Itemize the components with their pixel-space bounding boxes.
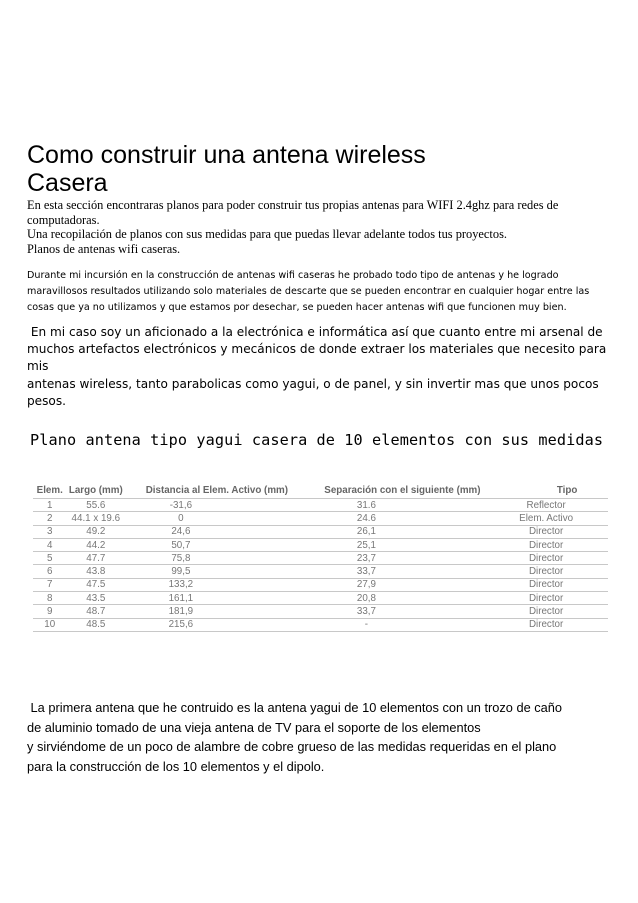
table-row bbox=[33, 499, 608, 512]
cell-separation: 26,1 bbox=[309, 525, 497, 538]
cell-distance: 181,9 bbox=[125, 605, 308, 618]
cell-length: 55.6 bbox=[66, 499, 125, 512]
antenna-spec-table bbox=[33, 484, 608, 632]
cell-distance: 24,6 bbox=[125, 525, 308, 538]
table-row bbox=[33, 592, 608, 605]
cell-distance: 133,2 bbox=[125, 578, 308, 591]
table-row bbox=[33, 525, 608, 538]
cell-separation: 33,7 bbox=[309, 605, 497, 618]
table-row bbox=[33, 552, 608, 565]
cell-type: Director bbox=[496, 538, 608, 551]
cell-length: 43.8 bbox=[66, 565, 125, 578]
paragraph-first-antenna-line-3: y sirviéndome de un poco de alambre de cobre grueso de las medidas requeridas en el plano bbox=[27, 739, 557, 755]
cell-length: 44.2 bbox=[66, 538, 125, 551]
cell-separation: 23,7 bbox=[309, 552, 497, 565]
intro-text bbox=[27, 198, 607, 256]
table-row bbox=[33, 618, 608, 631]
table-row bbox=[33, 538, 608, 551]
paragraph-hobbyist-line-1: En mi caso soy un aficionado a la electrónica e informática así que cuanto entre mi arsenal de bbox=[27, 325, 603, 339]
page-title-line-2: Casera bbox=[27, 169, 108, 197]
cell-length: 47.5 bbox=[66, 578, 125, 591]
paragraph-first-antenna-line-2: de aluminio tomado de una vieja antena de TV para el soporte de los elementos bbox=[27, 719, 481, 735]
page-title-line-1: Como construir una antena wireless bbox=[27, 141, 426, 169]
paragraph-first-antenna bbox=[27, 698, 612, 776]
cell-separation: 24.6 bbox=[309, 512, 497, 525]
table-body bbox=[33, 499, 608, 632]
table-row bbox=[33, 512, 608, 525]
cell-type: Director bbox=[496, 618, 608, 631]
cell-distance: 0 bbox=[125, 512, 308, 525]
paragraph-experience-line-1: Durante mi incursión en la construcción de antenas wifi caseras he probado todo tipo de antenas y he logrado bbox=[27, 270, 559, 281]
column-header-type: Tipo bbox=[556, 484, 578, 496]
column-header-elem: Elem. bbox=[36, 484, 63, 496]
cell-type: Director bbox=[496, 592, 608, 605]
cell-separation: 20,8 bbox=[309, 592, 497, 605]
page-title bbox=[27, 141, 617, 197]
cell-length: 44.1 x 19.6 bbox=[66, 512, 125, 525]
table-row bbox=[33, 578, 608, 591]
paragraph-experience bbox=[27, 268, 609, 316]
paragraph-hobbyist-line-4: pesos. bbox=[27, 393, 66, 408]
column-header-separation: Separación con el siguiente (mm) bbox=[324, 484, 481, 496]
cell-distance: 50,7 bbox=[125, 538, 308, 551]
cell-separation: 27,9 bbox=[309, 578, 497, 591]
spec-table bbox=[33, 484, 608, 632]
cell-type: Elem. Activo bbox=[496, 512, 608, 525]
cell-type: Director bbox=[496, 578, 608, 591]
intro-line-3: Una recopilación de planos con sus medidas para que puedas llevar adelante todos tus proyectos. bbox=[27, 227, 507, 242]
cell-length: 47.7 bbox=[66, 552, 125, 565]
cell-length: 43.5 bbox=[66, 592, 125, 605]
cell-elem: 1 bbox=[33, 499, 66, 512]
column-header-distance: Distancia al Elem. Activo (mm) bbox=[145, 484, 288, 496]
cell-separation: 33,7 bbox=[309, 565, 497, 578]
cell-type: Reflector bbox=[496, 499, 608, 512]
cell-length: 48.5 bbox=[66, 618, 125, 631]
cell-separation: 31.6 bbox=[309, 499, 497, 512]
table-row bbox=[33, 565, 608, 578]
cell-elem: 2 bbox=[33, 512, 66, 525]
section-title: Plano antena tipo yagui casera de 10 elementos con sus medidas bbox=[30, 431, 604, 449]
cell-length: 49.2 bbox=[66, 525, 125, 538]
cell-length: 48.7 bbox=[66, 605, 125, 618]
paragraph-experience-line-2: maravillosos resultados utilizando solo materiales de descarte que se pueden encontrar en cualquier hogar entre las bbox=[27, 286, 590, 297]
cell-distance: 215,6 bbox=[125, 618, 308, 631]
intro-line-1: En esta sección encontraras planos para poder construir tus propias antenas para WIFI 2.4ghz para redes de bbox=[27, 198, 559, 212]
paragraph-first-antenna-line-4: para la construcción de los 10 elementos y el dipolo. bbox=[27, 758, 325, 774]
cell-elem: 9 bbox=[33, 605, 66, 618]
cell-elem: 3 bbox=[33, 525, 66, 538]
paragraph-experience-line-3: cosas que ya no utilizamos y que estamos por desechar, se pueden hacer antenas wifi que funcionen muy bien. bbox=[27, 302, 567, 313]
cell-distance: 75,8 bbox=[125, 552, 308, 565]
cell-elem: 10 bbox=[33, 618, 66, 631]
intro-line-2: computadoras. bbox=[27, 212, 100, 227]
cell-distance: 99,5 bbox=[125, 565, 308, 578]
paragraph-hobbyist-line-3: antenas wireless, tanto parabolicas como yagui, o de panel, y sin invertir mas que unos pocos bbox=[27, 376, 599, 391]
paragraph-first-antenna-line-1: La primera antena que he contruido es la antena yagui de 10 elementos con un trozo de caño bbox=[27, 700, 562, 715]
cell-elem: 8 bbox=[33, 592, 66, 605]
cell-elem: 6 bbox=[33, 565, 66, 578]
cell-type: Director bbox=[496, 565, 608, 578]
table-header-row bbox=[33, 484, 608, 499]
paragraph-hobbyist bbox=[27, 324, 612, 410]
paragraph-hobbyist-line-2: muchos artefactos electrónicos y mecánicos de donde extraer los materiales que necesito para mis bbox=[27, 342, 607, 374]
cell-separation: - bbox=[309, 618, 497, 631]
intro-line-4: Planos de antenas wifi caseras. bbox=[27, 241, 181, 256]
cell-type: Director bbox=[496, 525, 608, 538]
cell-type: Director bbox=[496, 552, 608, 565]
cell-distance: 161,1 bbox=[125, 592, 308, 605]
column-header-length: Largo (mm) bbox=[68, 484, 123, 496]
cell-elem: 5 bbox=[33, 552, 66, 565]
cell-separation: 25,1 bbox=[309, 538, 497, 551]
cell-distance: -31,6 bbox=[125, 499, 308, 512]
cell-elem: 7 bbox=[33, 578, 66, 591]
table-row bbox=[33, 605, 608, 618]
cell-elem: 4 bbox=[33, 538, 66, 551]
cell-type: Director bbox=[496, 605, 608, 618]
